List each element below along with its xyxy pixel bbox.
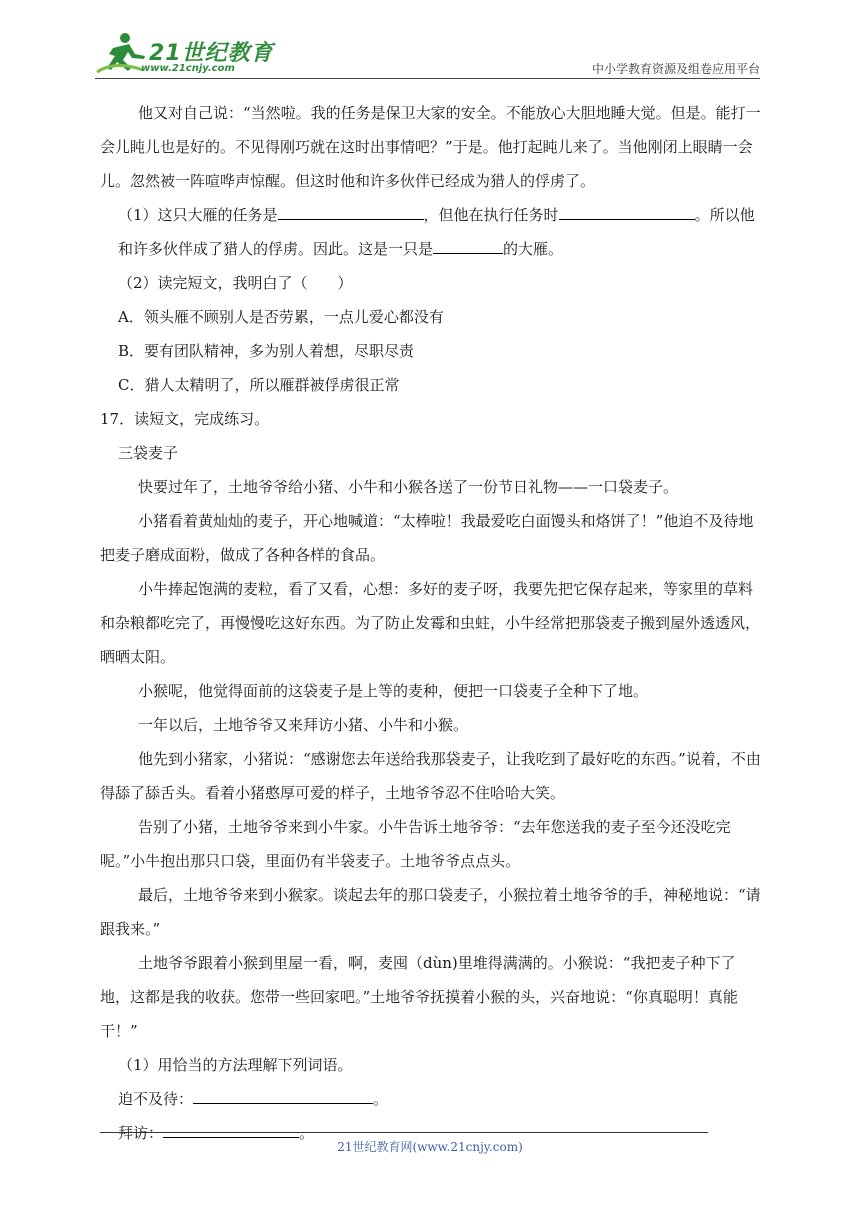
footer-text: 21世纪教育网(www.21cnjy.com)	[337, 1140, 523, 1154]
option-a[interactable]: A．领头雁不顾别人是否劳累，一点儿爱心都没有	[118, 308, 444, 326]
story-paragraph: 快要过年了，土地爷爷给小猪、小牛和小猴各送了一份节日礼物——一口袋麦子。	[138, 478, 679, 496]
story-paragraph: 告别了小猪，土地爷爷来到小牛家。小牛告诉土地爷爷：“去年您送我的麦子至今还没吃完呢。”小牛抱出那只口袋，里面仍有半袋麦子。土地爷爷点点头。	[100, 818, 731, 870]
story-title: 三袋麦子	[118, 444, 179, 462]
sub-question-1: （1）用恰当的方法理解下列词语。	[118, 1056, 353, 1074]
story-paragraph: 土地爷爷跟着小猴到里屋一看，啊，麦囤（dùn)里堆得满满的。小猴说：“我把麦子种下了地，这都是我的收获。您带一些回家吧。”土地爷爷抚摸着小猴的头，兴奋地说：“你真聪明！真能干！”	[100, 954, 738, 1040]
q1-text-d: 的大雁。	[503, 240, 564, 258]
passage-paragraph: 他又对自己说：“当然啦。我的任务是保卫大家的安全。不能放心大胆地睡大觉。但是。能打一会儿盹儿也是好的。不见得刚巧就在这时出事情吧？”于是。他打起盹儿来了。当他刚闭上眼睛一会儿。忽然被一阵喧哗声惊醒。但这时他和许多伙伴已经成为猎人的俘虏了。	[100, 104, 761, 190]
word-label: 迫不及待：	[118, 1090, 194, 1108]
answer-blank[interactable]	[193, 1083, 373, 1104]
story-paragraph: 小牛捧起饱满的麦粒，看了又看，心想：多好的麦子呀，我要先把它保存起来，等家里的草料和杂粮都吃完了，再慢慢吃这好东西。为了防止发霉和虫蛀，小牛经常把那袋麦子搬到屋外透透风，晒晒太阳。	[100, 580, 761, 666]
footer-divider	[100, 1132, 708, 1133]
q1-text-c: 。所以他和许多伙伴成了猎人的俘虏。因此。这是一只是	[118, 206, 755, 258]
answer-blank[interactable]	[559, 199, 695, 220]
period: 。	[299, 1124, 315, 1142]
logo	[95, 30, 295, 78]
option-b[interactable]: B．要有团队精神，多为别人着想，尽职尽责	[118, 342, 415, 360]
option-c[interactable]: C．猎人太精明了，所以雁群被俘虏很正常	[118, 376, 400, 394]
platform-label: 中小学教育资源及组卷应用平台	[591, 62, 760, 76]
answer-blank[interactable]	[433, 233, 503, 254]
word-item-1	[100, 1082, 762, 1116]
answer-blank[interactable]	[278, 199, 424, 220]
story-paragraph: 小猪看着黄灿灿的麦子，开心地喊道：“太棒啦！我最爱吃白面馒头和烙饼了！”他迫不及待地把麦子磨成面粉，做成了各种各样的食品。	[100, 512, 754, 564]
period: 。	[373, 1090, 389, 1108]
document-body	[100, 96, 762, 1150]
logo-url: www.21cnjy.com	[141, 63, 235, 74]
story-paragraph: 他先到小猪家，小猪说：“感谢您去年送给我那袋麦子，让我吃到了最好吃的东西。”说着，不由得舔了舔舌头。看着小猪憨厚可爱的样子，土地爷爷忍不住哈哈大笑。	[100, 750, 761, 802]
answer-blank[interactable]	[163, 1117, 299, 1138]
story-paragraph: 小猴呢，他觉得面前的这袋麦子是上等的麦种，便把一口袋麦子全种下了地。	[138, 682, 649, 700]
logo-text: 21世纪教育	[149, 41, 274, 66]
story-paragraph: 一年以后，土地爷爷又来拜访小猪、小牛和小猴。	[138, 716, 469, 734]
header-divider	[95, 78, 760, 79]
story-paragraph: 最后，土地爷爷来到小猴家。谈起去年的那口袋麦子，小猴拉着土地爷爷的手，神秘地说：“请跟我来。”	[100, 886, 761, 938]
word-label: 拜访：	[118, 1124, 164, 1142]
question-17-heading: 17．读短文，完成练习。	[100, 410, 270, 428]
question-2: （2）读完短文，我明白了（ ）	[118, 274, 353, 292]
page-header	[95, 30, 760, 80]
q1-text-b: ，但他在执行任务时	[423, 206, 559, 224]
question-1	[100, 198, 762, 266]
q1-text-a: （1）这只大雁的任务是	[118, 206, 278, 224]
